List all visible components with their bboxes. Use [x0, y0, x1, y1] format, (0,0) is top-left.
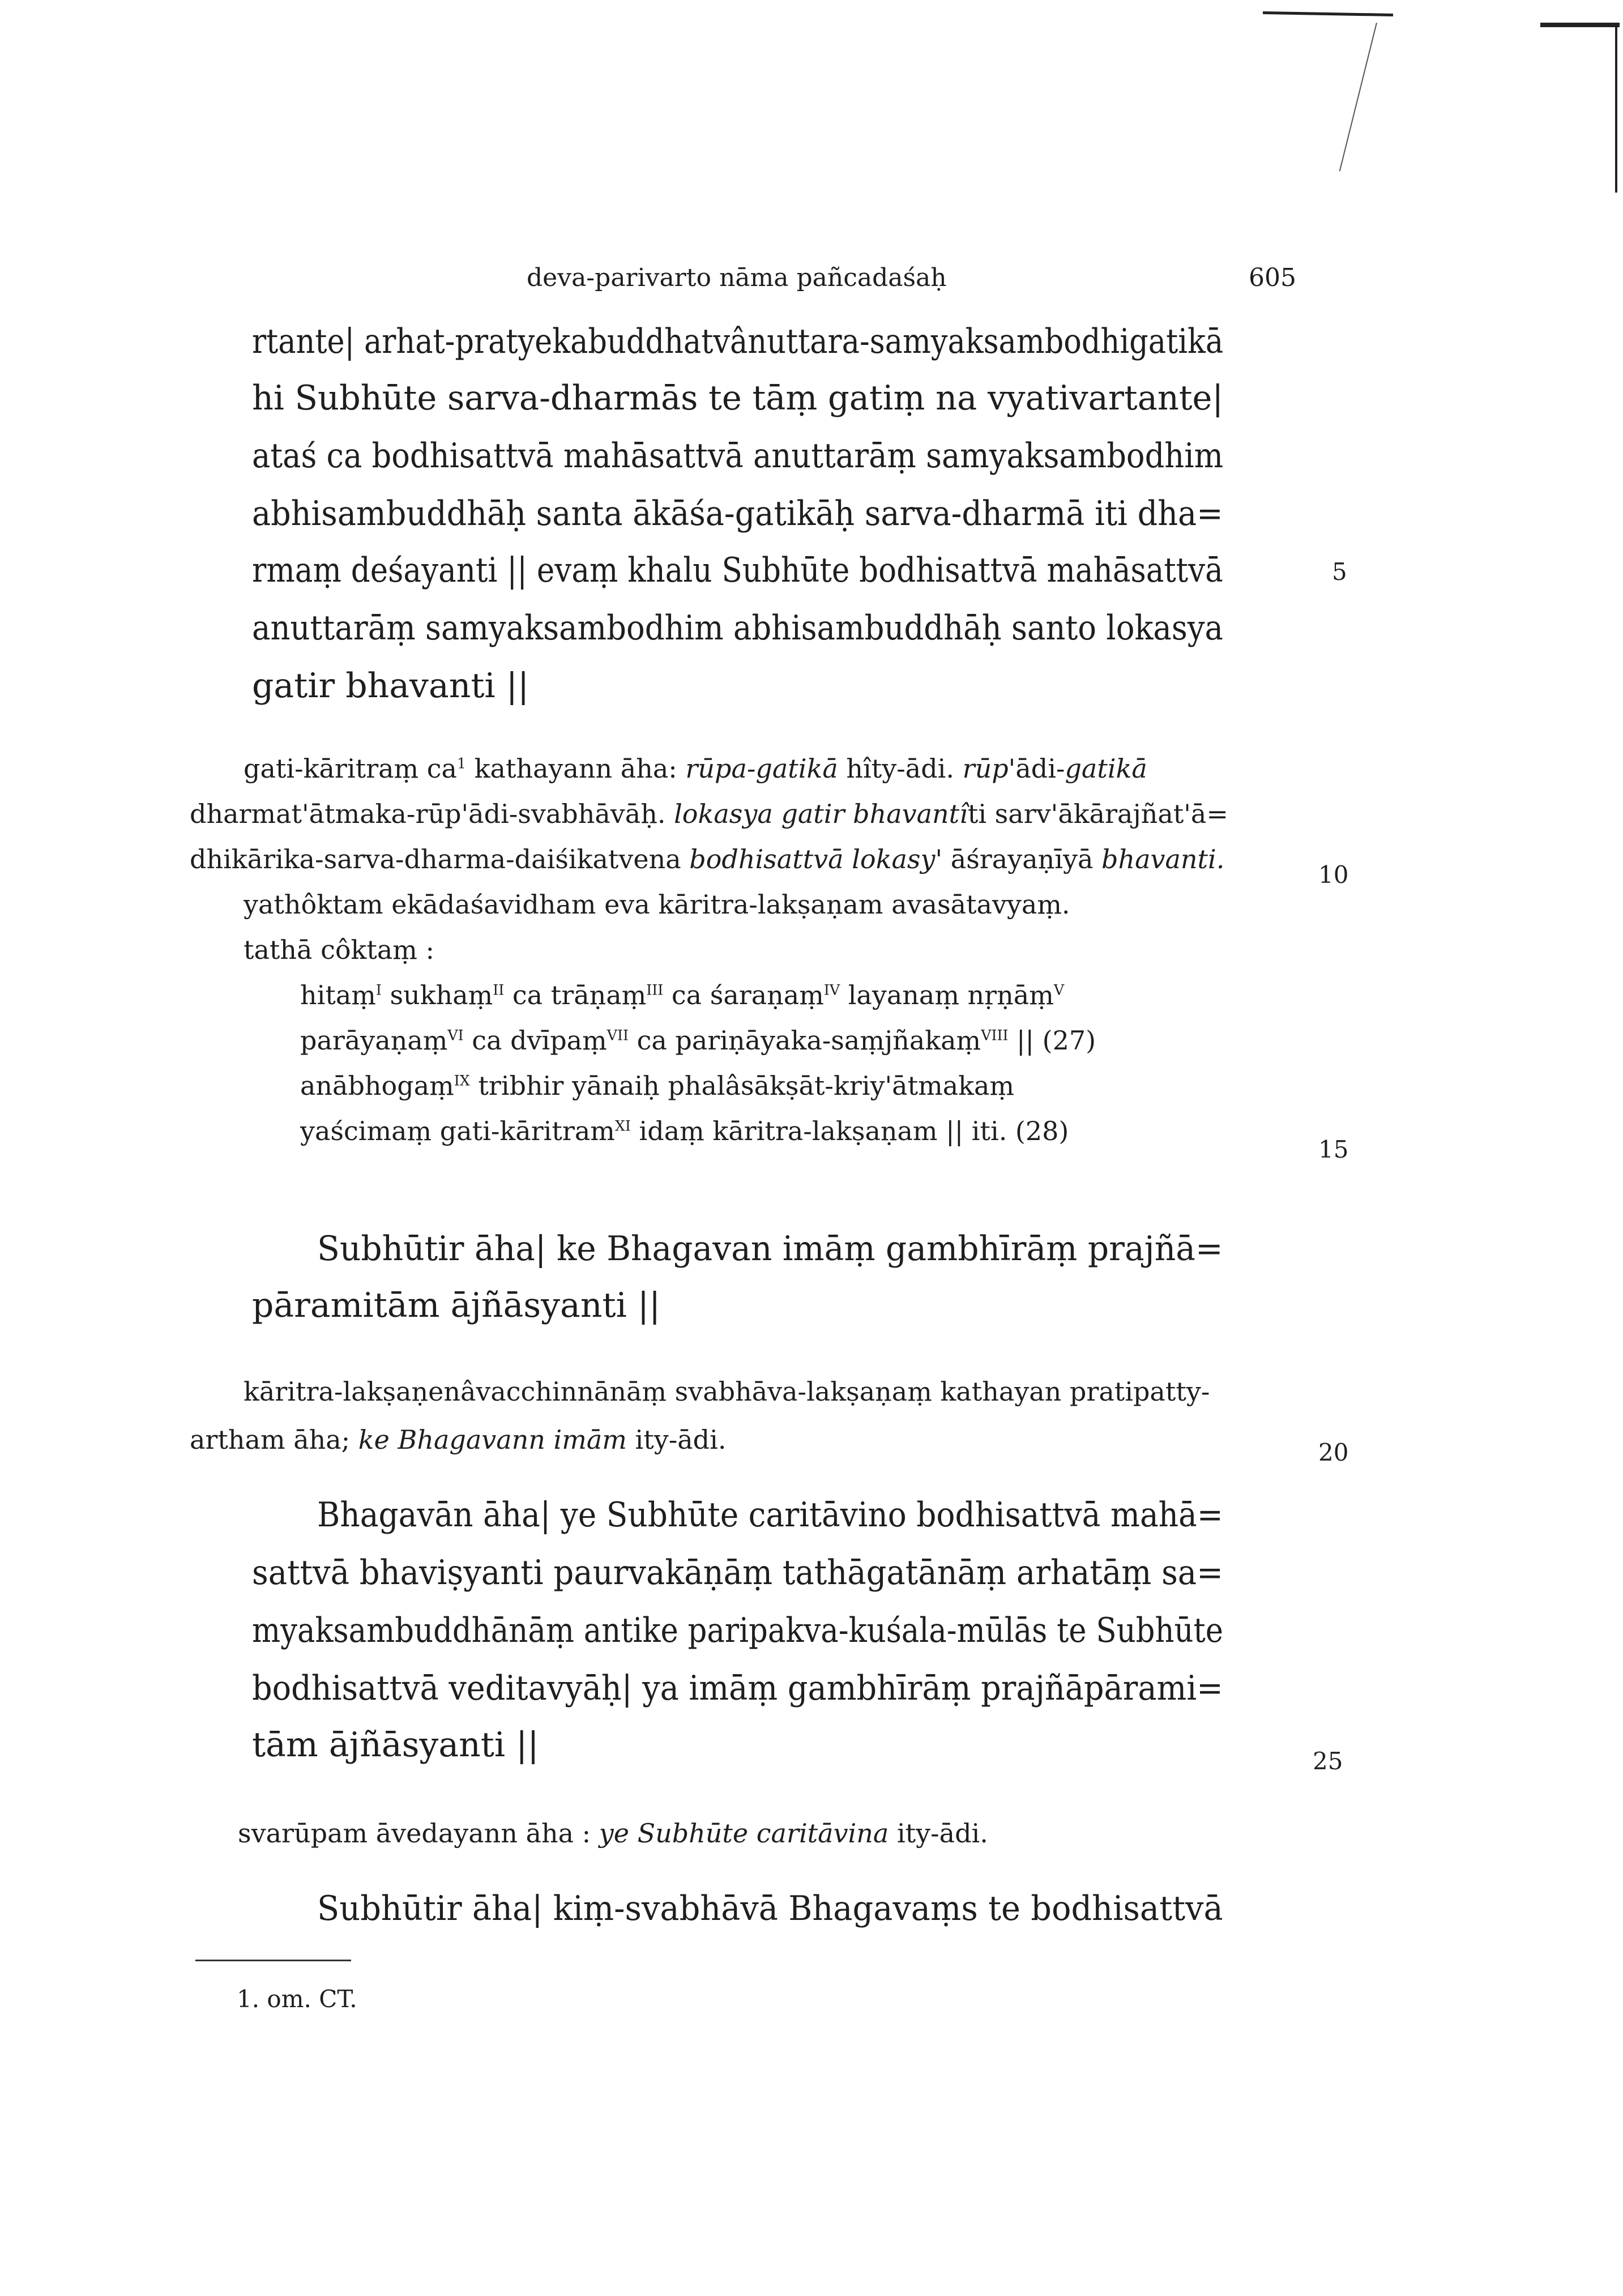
verse-line: parāyaṇaṃ$^{VI}$ ca dvīpaṃ$^{VII}$ ca pariṇāyaka-saṃjñakaṃ$^{VIII}$ || (27): [300, 1025, 1096, 1056]
page-number: 605: [1249, 263, 1296, 292]
main-text-line: rtante| arhat-pratyekabuddhatvânuttara-samyaksambodhigatikā: [252, 322, 1224, 361]
main-text-line: abhisambuddhāḥ santa ākāśa-gatikāḥ sarva-dharmā iti dha=: [252, 494, 1223, 534]
commentary-line: yathôktam ekādaśavidham eva kāritra-lakṣaṇam avasātavyaṃ.: [244, 889, 1070, 920]
main-text-line: pāramitām ājñāsyanti ||: [252, 1286, 661, 1325]
scan-artifact-right-edge: [1615, 23, 1617, 193]
commentary-line: dhikārika-sarva-dharma-daiśikatvena bodhisattvā lokasy' āśrayaṇīyā bhavanti.: [190, 844, 1225, 874]
footnote-rule: [195, 1960, 351, 1961]
commentary-line: artham āha; ke Bhagavann imām ity-ādi.: [190, 1424, 727, 1455]
line-number: 15: [1318, 1136, 1349, 1163]
main-text-line: rmaṃ deśayanti || evaṃ khalu Subhūte bodhisattvā mahāsattvā: [252, 550, 1223, 590]
verse-line: anābhogaṃ$^{IX}$ tribhir yānaiḥ phalâsākṣāt-kriy'ātmakaṃ: [300, 1070, 1015, 1101]
line-number: 5: [1332, 558, 1347, 586]
commentary-line: svarūpam āvedayann āha : ye Subhūte caritāvina ity-ādi.: [238, 1818, 988, 1849]
main-text-line: myaksambuddhānāṃ antike paripakva-kuśala-mūlās te Subhūte: [252, 1611, 1224, 1650]
footnote-ref: 1: [456, 755, 467, 772]
scan-artifact-top-right-2: [1540, 23, 1620, 27]
main-text-line: tām ājñāsyanti ||: [252, 1725, 539, 1765]
line-number: 25: [1313, 1747, 1343, 1775]
main-text-line: Subhūtir āha| kiṃ-svabhāvā Bhagavaṃs te bodhisattvā: [317, 1889, 1223, 1928]
commentary-line: kāritra-lakṣaṇenâvacchinnānāṃ svabhāva-lakṣaṇaṃ kathayan pratipatty-: [244, 1376, 1210, 1407]
verse-line: yaścimaṃ gati-kāritram$^{XI}$ idaṃ kāritra-lakṣaṇam || iti. (28): [300, 1116, 1069, 1146]
main-text-line: bodhisattvā veditavyāḥ| ya imāṃ gambhīrāṃ prajñāpārami=: [252, 1668, 1223, 1708]
line-number: 20: [1318, 1439, 1349, 1466]
commentary-line: gati-kāritraṃ $ca^1$ kathayann āha: rūpa-gatikā hîty-ādi. rūp'ādi-gatikā: [244, 753, 1147, 784]
main-text-line: gatir bhavanti ||: [252, 666, 529, 706]
main-text-line: ataś ca bodhisattvā mahāsattvā anuttarāṃ samyaksambodhim: [252, 436, 1224, 476]
scan-artifact-top-right: [1263, 11, 1393, 16]
main-text-line: Bhagavān āha| ye Subhūte caritāvino bodhisattvā mahā=: [317, 1495, 1223, 1535]
main-text-line: anuttarāṃ samyaksambodhim abhisambuddhāḥ santo lokasya: [252, 608, 1223, 648]
commentary-line: dharmat'ātmaka-rūp'ādi-svabhāvāḥ. lokasya gatir bhavantîti sarv'ākārajñat'ā=: [190, 799, 1228, 829]
main-text-line: sattvā bhaviṣyanti paurvakāṇāṃ tathāgatānāṃ arhatāṃ sa=: [252, 1553, 1224, 1593]
scan-artifact-vertical-line: [1339, 23, 1377, 171]
line-number: 10: [1318, 861, 1349, 889]
commentary-line: tathā côktaṃ :: [244, 934, 435, 965]
verse-line: hitaṃ$^I$ sukhaṃ$^{II}$ ca trāṇaṃ$^{III}$ ca śaraṇaṃ$^{IV}$ layanaṃ nṛṇāṃ$^V$: [300, 980, 1065, 1010]
main-text-line: Subhūtir āha| ke Bhagavan imāṃ gambhīrāṃ prajñā=: [317, 1229, 1223, 1269]
footnote: 1. om. CT.: [237, 1985, 357, 2013]
running-header-title: deva-parivarto nāma pañcadaśaḥ: [527, 263, 947, 292]
main-text-line: hi Subhūte sarva-dharmās te tāṃ gatiṃ na vyativartante|: [252, 378, 1224, 418]
